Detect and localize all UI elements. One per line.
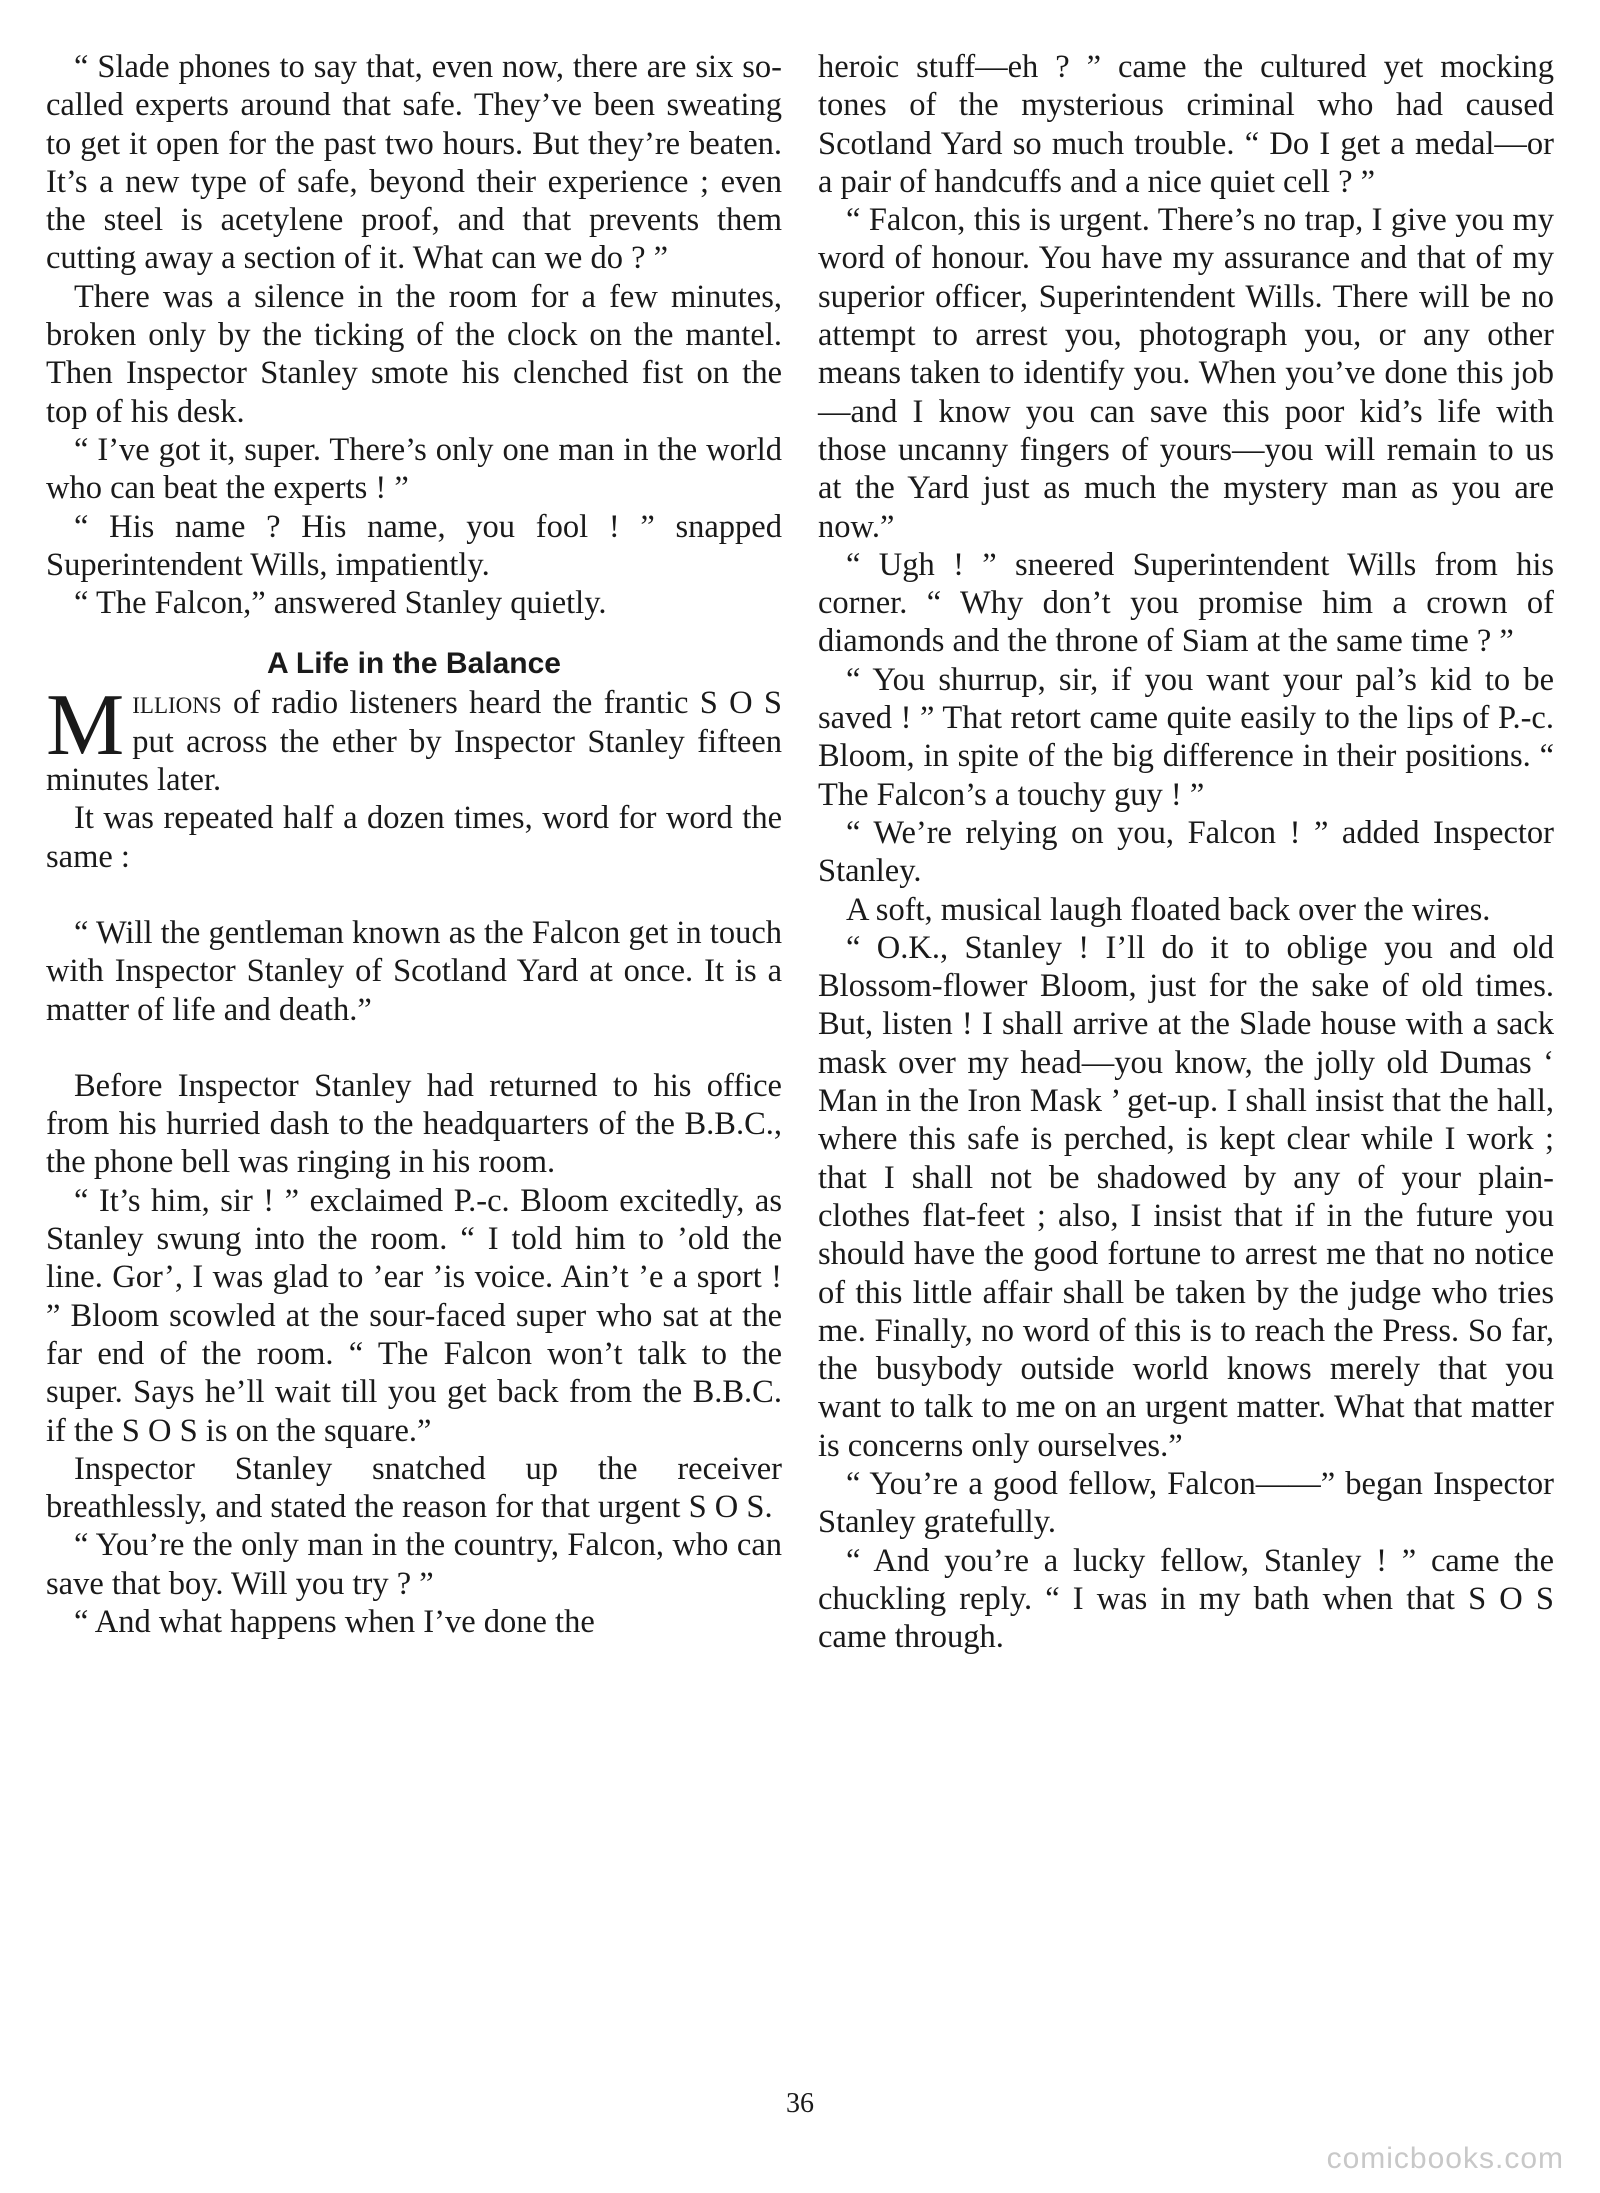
paragraph: “ And what happens when I’ve done the <box>74 1603 595 1640</box>
paragraph: “ You’re a good fellow, Falcon——” began Inspector Stanley gratefully. <box>818 1465 1554 1541</box>
paragraph: “ Slade phones to say that, even now, there are six so-called experts around that safe. They’ve been sweating to get it open for the past two hours. But they’re beaten. It’s a new type of safe, beyond their experience ; even the steel is acetylene proof, and that prevents them cutting away a section of it. What can we do ? ” <box>46 49 782 277</box>
right-column <box>818 48 1554 1656</box>
paragraph-text: of radio listeners heard the frantic S O S put across the ether by Inspector Stanley fifteen minutes later. <box>46 685 782 799</box>
paragraph: There was a silence in the room for a few minutes, broken only by the ticking of the clock on the mantel. Then Inspector Stanley smote his clenched fist on the top of his desk. <box>46 278 782 430</box>
paragraph: “ His name ? His name, you fool ! ” snapped Superintendent Wills, impatiently. <box>46 508 782 583</box>
sos-message: “ Will the gentleman known as the Falcon get in touch with Inspector Stanley of Scotland Yard at once. It is a matter of life and death.” <box>46 914 782 1028</box>
paragraph: “ It’s him, sir ! ” exclaimed P.-c. Bloom excitedly, as Stanley swung into the room. “ I told him to ’old the line. Gor’, I was glad to ’ear ’is voice. Ain’t ’e a sport ! ” Bloom scowled at the sour-faced super who sat at the far end of the room. “ The Falcon won’t talk to the super. Says he’ll wait till you get back from the B.B.C. if the S O S is on the square.” <box>46 1182 782 1449</box>
page-number: 36 <box>786 2088 814 2119</box>
paragraph: “ Falcon, this is urgent. There’s no trap, I give you my word of honour. You have my assurance and that of my superior officer, Superintendent Wills. There will be no attempt to arrest you, photograph you, or any other means taken to identify you. When you’ve done this job—and I know you can save this poor kid’s life with those uncanny fingers of yours—you will remain to us at the Yard just as much the mystery man as you are now.” <box>818 202 1554 545</box>
section-heading: A Life in the Balance <box>267 647 561 681</box>
paragraph: “ I’ve got it, super. There’s only one man in the world who can beat the experts ! ” <box>46 431 782 507</box>
paragraph: heroic stuff—eh ? ” came the cultured yet mocking tones of the mysterious criminal who had caused Scotland Yard so much trouble. “ Do I get a medal—or a pair of handcuffs and a nice quiet cell ? ” <box>818 49 1554 200</box>
paragraph: A soft, musical laugh floated back over the wires. <box>846 891 1491 928</box>
paragraph: “ You’re the only man in the country, Falcon, who can save that boy. Will you try ? ” <box>46 1527 782 1602</box>
dropcap-paragraph <box>46 677 782 799</box>
watermark: comicbooks.com <box>1326 2142 1564 2175</box>
left-column <box>46 48 782 1641</box>
paragraph: “ We’re relying on you, Falcon ! ” added Inspector Stanley. <box>818 814 1554 890</box>
paragraph: “ O.K., Stanley ! I’ll do it to oblige you and old Blossom-flower Bloom, just for the sake of old times. But, listen ! I shall arrive at the Slade house with a sack mask over my head—you know, the jolly old Dumas ‘ Man in the Iron Mask ’ get-up. I shall insist that the hall, where this safe is perched, is kept clear while I work ; that I shall not be shadowed by any of your plain-clothes flat-feet ; also, I insist that if in the future you should have the good fortune to arrest me that no notice of this little affair shall be taken by the judge who tries me. Finally, no word of this is to reach the Press. So far, the busybody outside world knows merely that you want to talk to me on an urgent matter. What that matter is concerns only ourselves.” <box>818 929 1554 1464</box>
paragraph: Inspector Stanley snatched up the receiver breathlessly, and stated the reason for that urgent S O S. <box>46 1450 782 1526</box>
paragraph: “ And you’re a lucky fellow, Stanley ! ” came the chuckling reply. “ I was in my bath when that S O S came through. <box>818 1542 1554 1656</box>
paragraph: It was repeated half a dozen times, word for word the same : <box>46 800 782 875</box>
small-caps-lead: illions <box>132 685 222 722</box>
paragraph: Before Inspector Stanley had returned to his office from his hurried dash to the headquarters of the B.B.C., the phone bell was ringing in his room. <box>46 1067 782 1181</box>
drop-cap: M <box>46 677 125 775</box>
paragraph: “ You shurrup, sir, if you want your pal’s kid to be saved ! ” That retort came quite easily to the lips of P.-c. Bloom, in spite of the big difference in their positions. “ The Falcon’s a touchy guy ! ” <box>818 661 1554 813</box>
paragraph: “ Ugh ! ” sneered Superintendent Wills from his corner. “ Why don’t you promise him a crown of diamonds and the throne of Siam at the same time ? ” <box>818 546 1554 660</box>
paragraph: “ The Falcon,” answered Stanley quietly. <box>74 585 607 622</box>
